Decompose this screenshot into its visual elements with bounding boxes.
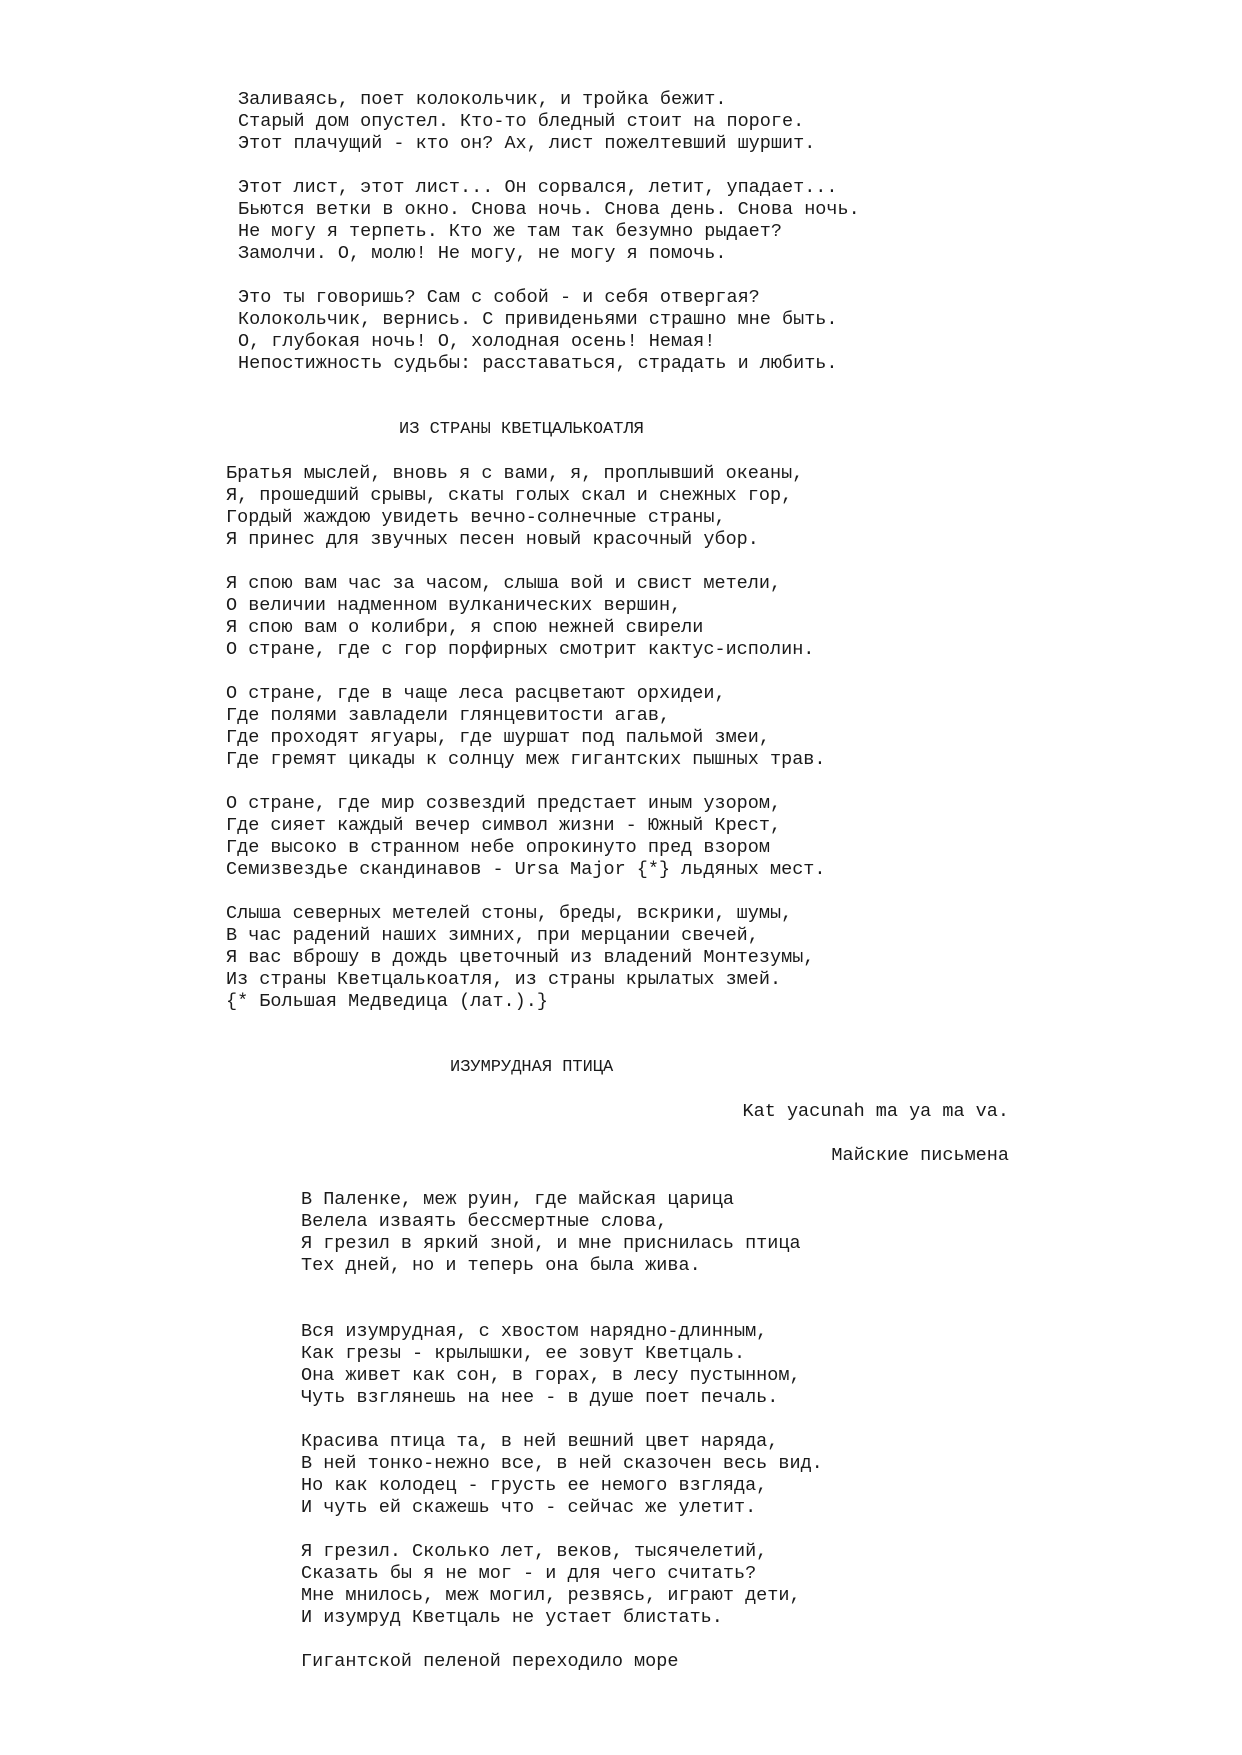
verse-line: О стране, где мир созвездий предстает иным узором, (226, 793, 782, 814)
verse-line: Не могу я терпеть. Кто же там так безумно рыдает? (238, 221, 782, 242)
poem1-stanza-1 (238, 89, 815, 155)
verse-line: Но как колодец - грусть ее немого взгляда, (301, 1475, 768, 1496)
verse-line: Гордый жаждою увидеть вечно-солнечные страны, (226, 507, 726, 528)
verse-line: Я, прошедший срывы, скаты голых скал и снежных гор, (226, 485, 793, 506)
verse-line: Где полями завладели глянцевитости агав, (226, 705, 671, 726)
poem3-stanza-2 (301, 1321, 801, 1409)
poem2-stanza-4 (226, 793, 826, 881)
verse-line: Вся изумрудная, с хвостом нарядно-длинным, (301, 1321, 768, 1342)
poem2-stanza-3 (226, 683, 826, 771)
poem2-title: ИЗ СТРАНЫ КВЕТЦАЛЬКОАТЛЯ (399, 420, 644, 439)
verse-line: Этот плачущий - кто он? Ах, лист пожелтевший шуршит. (238, 133, 816, 154)
poem3-stanza-1 (301, 1189, 801, 1277)
verse-line: Колокольчик, вернись. С привиденьями страшно мне быть. (238, 309, 838, 330)
verse-line: Я грезил в яркий зной, и мне приснилась птица (301, 1233, 801, 1254)
poem2-stanza-1 (226, 463, 803, 551)
verse-line: Тех дней, но и теперь она была жива. (301, 1255, 701, 1276)
footnote: {* Большая Медведица (лат.).} (226, 991, 548, 1012)
poem3-stanza-5 (301, 1651, 678, 1673)
poem2-stanza-2 (226, 573, 814, 661)
verse-line: Я спою вам час за часом, слыша вой и свист метели, (226, 573, 782, 594)
verse-line: О стране, где с гор порфирных смотрит кактус-исполин. (226, 639, 815, 660)
verse-line: Где сияет каждый вечер символ жизни - Южный Крест, (226, 815, 782, 836)
verse-line: Непостижность судьбы: расставаться, страдать и любить. (238, 353, 838, 374)
epigraph-source: Майские письмена (831, 1145, 1009, 1166)
verse-line: О стране, где в чаще леса расцветают орхидеи, (226, 683, 726, 704)
verse-line: Семизвездье скандинавов - Ursa Major {*} льдяных мест. (226, 859, 826, 880)
verse-line: Мне мнилось, меж могил, резвясь, играют дети, (301, 1585, 801, 1606)
verse-line: Она живет как сон, в горах, в лесу пустынном, (301, 1365, 801, 1386)
verse-line: Братья мыслей, вновь я с вами, я, проплывший океаны, (226, 463, 804, 484)
verse-line: И изумруд Кветцаль не устает блистать. (301, 1607, 723, 1628)
verse-line: Я грезил. Сколько лет, веков, тысячелетий, (301, 1541, 768, 1562)
poem3-stanza-3 (301, 1431, 823, 1519)
verse-line: О, глубокая ночь! О, холодная осень! Немая! (238, 331, 716, 352)
poem2-stanza-5 (226, 903, 814, 1013)
verse-line: В час радений наших зимних, при мерцании свечей, (226, 925, 759, 946)
poem1-stanza-2 (238, 177, 860, 265)
verse-line: Гигантской пеленой переходило море (301, 1651, 679, 1672)
verse-line: Я принес для звучных песен новый красочный убор. (226, 529, 759, 550)
verse-line: Старый дом опустел. Кто-то бледный стоит на пороге. (238, 111, 805, 132)
verse-line: Заливаясь, поет колокольчик, и тройка бежит. (238, 89, 727, 110)
poem3-title: ИЗУМРУДНАЯ ПТИЦА (450, 1058, 614, 1077)
verse-line: В Паленке, меж руин, где майская царица (301, 1189, 734, 1210)
verse-line: Как грезы - крылышки, ее зовут Кветцаль. (301, 1343, 746, 1364)
verse-line: Где проходят ягуары, где шуршат под пальмой змеи, (226, 727, 770, 748)
verse-line: Замолчи. О, молю! Не могу, не могу я помочь. (238, 243, 727, 264)
verse-line: Я вас вброшу в дождь цветочный из владений Монтезумы, (226, 947, 815, 968)
verse-line: Где высоко в странном небе опрокинуто пред взором (226, 837, 770, 858)
verse-line: Велела изваять бессмертные слова, (301, 1211, 668, 1232)
verse-line: Этот лист, этот лист... Он сорвался, летит, упадает... (238, 177, 838, 198)
verse-line: Это ты говоришь? Сам с собой - и себя отвергая? (238, 287, 760, 308)
verse-line: И чуть ей скажешь что - сейчас же улетит. (301, 1497, 757, 1518)
verse-line: Где гремят цикады к солнцу меж гигантских пышных трав. (226, 749, 826, 770)
poem1-stanza-3 (238, 287, 838, 375)
epigraph: Kat yacunah ma ya ma va. (742, 1101, 1009, 1122)
verse-line: Сказать бы я не мог - и для чего считать? (301, 1563, 757, 1584)
verse-line: Бьются ветки в окно. Снова ночь. Снова день. Снова ночь. (238, 199, 860, 220)
verse-line: Красива птица та, в ней вешний цвет наряда, (301, 1431, 779, 1452)
verse-line: Слыша северных метелей стоны, бреды, вскрики, шумы, (226, 903, 793, 924)
verse-line: Чуть взглянешь на нее - в душе поет печаль. (301, 1387, 779, 1408)
verse-line: Я спою вам о колибри, я спою нежней свирели (226, 617, 704, 638)
verse-line: О величии надменном вулканических вершин, (226, 595, 682, 616)
verse-line: В ней тонко-нежно все, в ней сказочен весь вид. (301, 1453, 823, 1474)
verse-line: Из страны Кветцалькоатля, из страны крылатых змей. (226, 969, 782, 990)
poem3-stanza-4 (301, 1541, 801, 1629)
